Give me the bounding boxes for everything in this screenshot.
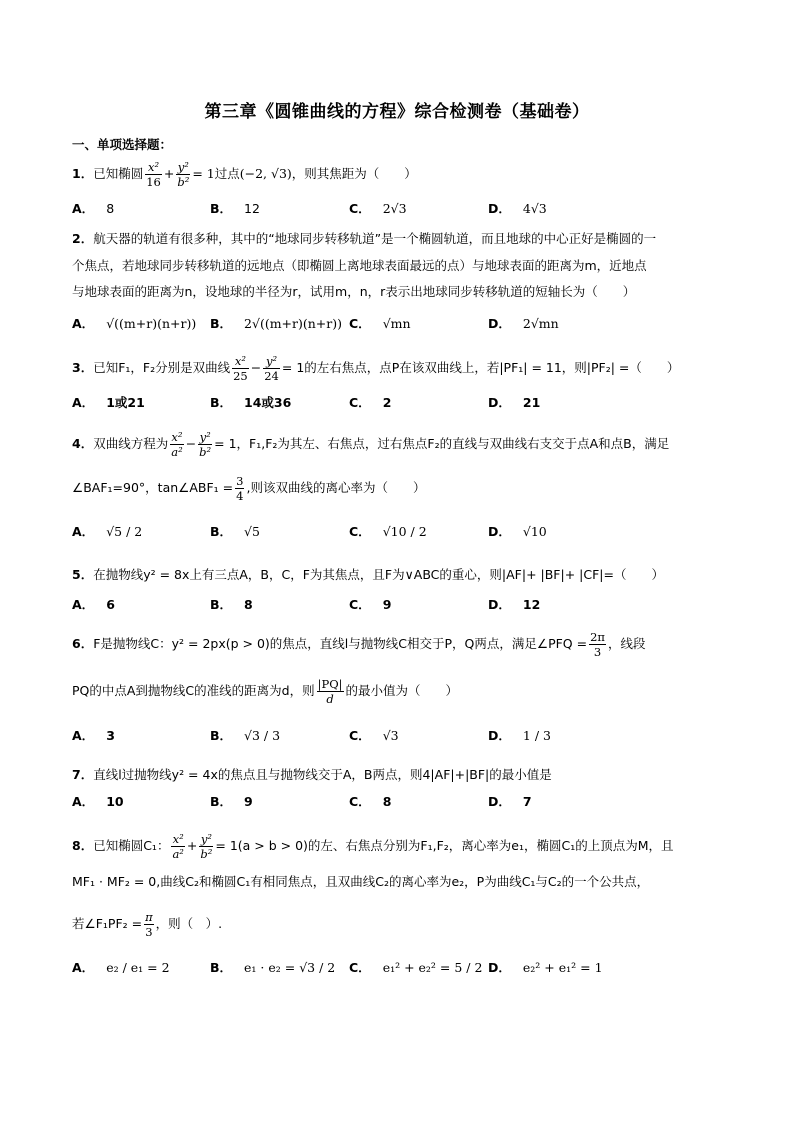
question-number: 2．: [72, 231, 94, 246]
question-2-line: 个焦点，若地球同步转移轨道的远地点（即椭圆上离地球表面最远的点）与地球表面的距离为m，近地点: [72, 258, 647, 273]
option-b: B． e₁ · e₂ = √3 / 2: [210, 960, 336, 975]
fraction: $\frac{\text{y²}}{\text{b²}}$: [199, 430, 212, 459]
option-d: D． √10: [488, 524, 547, 539]
section-heading: 一、单项选择题：: [72, 137, 173, 152]
option-c: C． 8: [349, 794, 392, 809]
question-8: 8．已知椭圆C₁： $\frac{\text{x²}}{\text{a²}}$ + $\frac{\text{y²}}{\text{b²}}$ = 1(a > b > 0)的左、右焦点分别为F₁,F₂，离心率为e₁，椭圆C₁的上顶点为M，且: [72, 832, 674, 861]
option-b: B． 14或36: [210, 395, 292, 410]
fraction: $\frac{\text{y²}}{24}$: [264, 354, 279, 383]
option-d: D． 4√3: [488, 201, 547, 216]
option-c: C． √mn: [349, 316, 411, 331]
option-a: A． 6: [72, 597, 115, 612]
option-b: B． 8: [210, 597, 253, 612]
question-2-line: 与地球表面的距离为n，设地球的半径为r，试用m，n，r表示出地球同步转移轨道的短轴长为（ ）: [72, 284, 636, 299]
option-c: C． 2: [349, 395, 392, 410]
option-c: C． √3: [349, 728, 399, 743]
question-number: 7．: [72, 767, 94, 782]
question-number: 4．: [72, 436, 94, 451]
fraction: $\frac{\text{x²}}{16}$: [146, 160, 161, 189]
option-a: A． e₂ / e₁ = 2: [72, 960, 170, 975]
fraction: $\frac{\text{y²}}{\text{b²}}$: [200, 832, 213, 861]
option-a: A． 3: [72, 728, 115, 743]
question-8-line: 若∠F₁PF₂ = $\frac{\pi}{3}$ ，则（ ）.: [72, 910, 223, 939]
option-c: C． √10 / 2: [349, 524, 427, 539]
option-d: D． 12: [488, 597, 541, 612]
question-1: 1．已知椭圆 $\frac{\text{x²}}{16}$ + $\frac{\text{y²}}{\text{b²}}$ = 1过点(−2, √3)，则其焦距为（ ）: [72, 160, 417, 189]
option-d: D． e₂² + e₁² = 1: [488, 960, 603, 975]
option-a: A． √((m+r)(n+r)): [72, 316, 197, 331]
option-a: A． √5 / 2: [72, 524, 143, 539]
question-number: 6．: [72, 636, 94, 651]
question-6-line: PQ的中点A到抛物线C的准线的距离为d，则 $\frac{|PQ|}{d}$ 的最小值为（ ）: [72, 677, 459, 706]
question-7: 7．直线l过抛物线y² = 4x的焦点且与抛物线交于A，B两点，则4|AF|+|BF|的最小值是: [72, 767, 552, 782]
fraction: $\frac{3}{4}$: [236, 474, 244, 503]
page-title: 第三章《圆锥曲线的方程》综合检测卷（基础卷）: [204, 102, 590, 122]
fraction: $\frac{\text{y²}}{\text{b²}}$: [177, 160, 190, 189]
option-b: B． 9: [210, 794, 253, 809]
question-text: 已知椭圆: [93, 166, 144, 181]
option-d: D． 7: [488, 794, 532, 809]
fraction: $\frac{|PQ|}{d}$: [317, 677, 343, 706]
option-b: B． √5: [210, 524, 260, 539]
fraction: $\frac{\text{x²}}{\text{a²}}$: [171, 430, 183, 459]
question-2: 2．航天器的轨道有很多种，其中的“地球同步转移轨道”是一个椭圆轨道，而且地球的中心正好是椭圆的一: [72, 231, 657, 246]
question-number: 3．: [72, 360, 94, 375]
option-c: C． 2√3: [349, 201, 407, 216]
question-number: 8．: [72, 838, 94, 853]
fraction: $\frac{\pi}{3}$: [145, 910, 153, 939]
option-d: D． 21: [488, 395, 541, 410]
question-8-line: MF₁ · MF₂ = 0,曲线C₂和椭圆C₁有相同焦点，且双曲线C₂的离心率为e₂，P为曲线C₁与C₂的一个公共点，: [72, 874, 650, 889]
fraction: $\frac{2\pi}{3}$: [590, 630, 605, 659]
option-c: C． 9: [349, 597, 392, 612]
option-a: A． 8: [72, 201, 115, 216]
fraction: $\frac{\text{x²}}{25}$: [233, 354, 248, 383]
question-4-line: ∠BAF₁=90°，tan∠ABF₁ = $\frac{3}{4}$ ,则该双曲线的离心率为（ ）: [72, 474, 426, 503]
option-b: B． 2√((m+r)(n+r)): [210, 316, 343, 331]
question-5: 5．在抛物线y² = 8x上有三点A，B，C，F为其焦点，且F为∨ABC的重心，则|AF|+ |BF|+ |CF|=（ ）: [72, 567, 664, 582]
option-b: B． √3 / 3: [210, 728, 281, 743]
question-6: 6．F是抛物线C：y² = 2px(p > 0)的焦点，直线l与抛物线C相交于P，Q两点，满足∠PFQ = $\frac{2\pi}{3}$ ，线段: [72, 630, 646, 659]
question-4: 4．双曲线方程为 $\frac{\text{x²}}{\text{a²}}$ − $\frac{\text{y²}}{\text{b²}}$ = 1，F₁,F₂为其左、右焦点，过右焦点F₂的直线与双曲线右支交于点A和点B，满足: [72, 430, 670, 459]
option-c: C． e₁² + e₂² = 5 / 2: [349, 960, 483, 975]
option-a: A． 1或21: [72, 395, 145, 410]
question-3: 3．已知F₁，F₂分别是双曲线 $\frac{\text{x²}}{25}$ − $\frac{\text{y²}}{24}$ = 1的左右焦点，点P在该双曲线上，若|PF₁| = 11，则|PF₂| =（ ）: [72, 354, 680, 383]
question-number: 5．: [72, 567, 94, 582]
option-d: D． 1 / 3: [488, 728, 551, 743]
option-b: B． 12: [210, 201, 260, 216]
fraction: $\frac{\text{x²}}{\text{a²}}$: [172, 832, 184, 861]
option-d: D． 2√mn: [488, 316, 559, 331]
question-number: 1．: [72, 166, 94, 181]
option-a: A． 10: [72, 794, 124, 809]
